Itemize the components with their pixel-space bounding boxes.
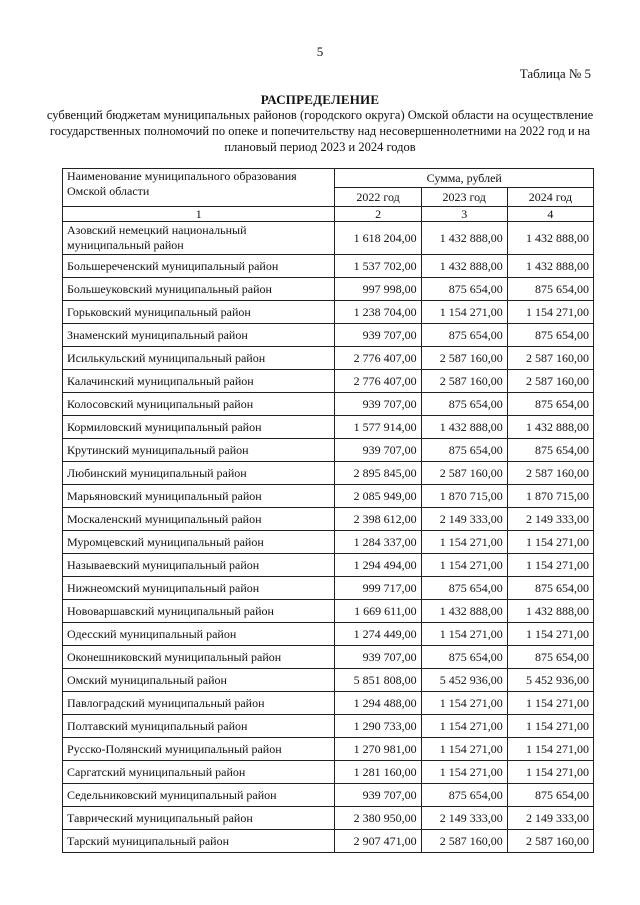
value-2023: 1 154 271,00 [421,692,507,715]
municipality-name: Одесский муниципальный район [63,623,335,646]
table-row [63,485,594,508]
value-2024: 2 587 160,00 [507,370,593,393]
value-2022: 939 707,00 [335,324,421,347]
municipality-name: Горьковский муниципальный район [63,301,335,324]
value-2022: 2 776 407,00 [335,370,421,393]
municipality-name: Оконешниковский муниципальный район [63,646,335,669]
value-2023: 875 654,00 [421,324,507,347]
value-2024: 875 654,00 [507,278,593,301]
value-2023: 2 587 160,00 [421,347,507,370]
header-year-2022: 2022 год [335,188,421,207]
value-2023: 2 587 160,00 [421,462,507,485]
value-2023: 875 654,00 [421,577,507,600]
table-row [63,807,594,830]
value-2024: 875 654,00 [507,324,593,347]
municipality-name: Азовский немецкий национальный муниципальный район [63,222,335,255]
value-2022: 1 270 981,00 [335,738,421,761]
value-2023: 875 654,00 [421,784,507,807]
municipality-name: Крутинский муниципальный район [63,439,335,462]
table-row [63,784,594,807]
table-reference: Таблица № 5 [519,66,591,81]
table-row [63,554,594,577]
municipality-name: Кормиловский муниципальный район [63,416,335,439]
value-2023: 1 154 271,00 [421,738,507,761]
value-2023: 2 587 160,00 [421,830,507,853]
header-sum: Сумма, рублей [335,169,594,188]
table-row [63,324,594,347]
value-2024: 1 154 271,00 [507,623,593,646]
municipality-name: Саргатский муниципальный район [63,761,335,784]
value-2024: 2 587 160,00 [507,347,593,370]
value-2022: 1 284 337,00 [335,531,421,554]
table-row [63,222,594,255]
value-2023: 2 587 160,00 [421,370,507,393]
value-2024: 875 654,00 [507,784,593,807]
value-2022: 1 577 914,00 [335,416,421,439]
table-row [63,370,594,393]
table-row [63,301,594,324]
value-2024: 1 154 271,00 [507,301,593,324]
value-2024: 1 870 715,00 [507,485,593,508]
value-2022: 2 907 471,00 [335,830,421,853]
municipality-name: Нововаршавский муниципальный район [63,600,335,623]
value-2024: 1 154 271,00 [507,531,593,554]
value-2023: 1 154 271,00 [421,715,507,738]
value-2023: 875 654,00 [421,646,507,669]
value-2023: 875 654,00 [421,278,507,301]
page-number: 5 [316,44,324,59]
table-row [63,462,594,485]
value-2024: 875 654,00 [507,439,593,462]
value-2022: 2 895 845,00 [335,462,421,485]
value-2024: 2 149 333,00 [507,508,593,531]
table-row [63,715,594,738]
table-row [63,692,594,715]
table-row [63,761,594,784]
value-2022: 1 294 494,00 [335,554,421,577]
value-2023: 875 654,00 [421,393,507,416]
value-2023: 1 870 715,00 [421,485,507,508]
municipality-name: Исилькульский муниципальный район [63,347,335,370]
value-2023: 1 154 271,00 [421,531,507,554]
value-2023: 875 654,00 [421,439,507,462]
value-2023: 5 452 936,00 [421,669,507,692]
table-row [63,508,594,531]
value-2024: 875 654,00 [507,646,593,669]
table-row [63,278,594,301]
value-2024: 1 154 271,00 [507,761,593,784]
value-2024: 1 432 888,00 [507,416,593,439]
column-number: 3 [421,207,507,222]
table-row [63,255,594,278]
municipality-name: Калачинский муниципальный район [63,370,335,393]
value-2022: 2 380 950,00 [335,807,421,830]
value-2024: 875 654,00 [507,577,593,600]
header-year-2023: 2023 год [421,188,507,207]
value-2024: 2 149 333,00 [507,807,593,830]
table-row [63,600,594,623]
column-number: 2 [335,207,421,222]
table-row [63,393,594,416]
table-row [63,623,594,646]
header-name: Наименование муниципального образования Омской области [63,169,335,207]
value-2022: 1 281 160,00 [335,761,421,784]
value-2022: 1 537 702,00 [335,255,421,278]
header-year-2024: 2024 год [507,188,593,207]
value-2024: 1 154 271,00 [507,692,593,715]
value-2024: 1 432 888,00 [507,222,593,255]
value-2023: 1 154 271,00 [421,301,507,324]
value-2022: 997 998,00 [335,278,421,301]
municipality-name: Павлоградский муниципальный район [63,692,335,715]
municipality-name: Называевский муниципальный район [63,554,335,577]
value-2024: 1 154 271,00 [507,715,593,738]
table-row [63,416,594,439]
municipality-name: Русско-Полянский муниципальный район [63,738,335,761]
table-row [63,646,594,669]
value-2023: 1 432 888,00 [421,222,507,255]
municipality-name: Марьяновский муниципальный район [63,485,335,508]
table-row [63,347,594,370]
municipality-name: Колосовский муниципальный район [63,393,335,416]
value-2022: 2 398 612,00 [335,508,421,531]
value-2024: 1 154 271,00 [507,554,593,577]
municipality-name: Полтавский муниципальный район [63,715,335,738]
document-title: РАСПРЕДЕЛЕНИЕ [260,92,380,107]
municipality-name: Омский муниципальный район [63,669,335,692]
municipality-name: Москаленский муниципальный район [63,508,335,531]
value-2022: 999 717,00 [335,577,421,600]
value-2022: 2 085 949,00 [335,485,421,508]
value-2023: 1 432 888,00 [421,600,507,623]
municipality-name: Большереченский муниципальный район [63,255,335,278]
table-row [63,531,594,554]
municipality-name: Знаменский муниципальный район [63,324,335,347]
value-2022: 1 618 204,00 [335,222,421,255]
value-2024: 875 654,00 [507,393,593,416]
distribution-table [62,168,594,853]
value-2022: 939 707,00 [335,439,421,462]
table-body [63,222,594,853]
value-2023: 1 432 888,00 [421,416,507,439]
value-2023: 1 432 888,00 [421,255,507,278]
value-2022: 1 274 449,00 [335,623,421,646]
value-2023: 1 154 271,00 [421,554,507,577]
municipality-name: Седельниковский муниципальный район [63,784,335,807]
column-number: 4 [507,207,593,222]
value-2024: 1 432 888,00 [507,255,593,278]
value-2024: 2 587 160,00 [507,462,593,485]
value-2022: 939 707,00 [335,646,421,669]
value-2023: 2 149 333,00 [421,807,507,830]
table-row [63,669,594,692]
table-row [63,577,594,600]
value-2023: 1 154 271,00 [421,761,507,784]
value-2024: 5 452 936,00 [507,669,593,692]
table-row [63,439,594,462]
municipality-name: Нижнеомский муниципальный район [63,577,335,600]
value-2023: 2 149 333,00 [421,508,507,531]
municipality-name: Тарский муниципальный район [63,830,335,853]
value-2022: 939 707,00 [335,393,421,416]
value-2022: 939 707,00 [335,784,421,807]
value-2022: 2 776 407,00 [335,347,421,370]
table-row [63,738,594,761]
value-2023: 1 154 271,00 [421,623,507,646]
municipality-name: Таврический муниципальный район [63,807,335,830]
value-2024: 2 587 160,00 [507,830,593,853]
value-2024: 1 432 888,00 [507,600,593,623]
value-2022: 1 290 733,00 [335,715,421,738]
column-number: 1 [63,207,335,222]
value-2022: 1 238 704,00 [335,301,421,324]
value-2022: 1 669 611,00 [335,600,421,623]
table-row [63,830,594,853]
municipality-name: Муромцевский муниципальный район [63,531,335,554]
municipality-name: Большеуковский муниципальный район [63,278,335,301]
document-subtitle: субвенций бюджетам муниципальных районов (городского округа) Омской области на осуществление государственных полномочий по опеке и попечительству над несовершеннолетними на 2022 год и на плановый период 2023 и 2024 годов [46,108,594,154]
value-2024: 1 154 271,00 [507,738,593,761]
value-2022: 5 851 808,00 [335,669,421,692]
municipality-name: Любинский муниципальный район [63,462,335,485]
value-2022: 1 294 488,00 [335,692,421,715]
